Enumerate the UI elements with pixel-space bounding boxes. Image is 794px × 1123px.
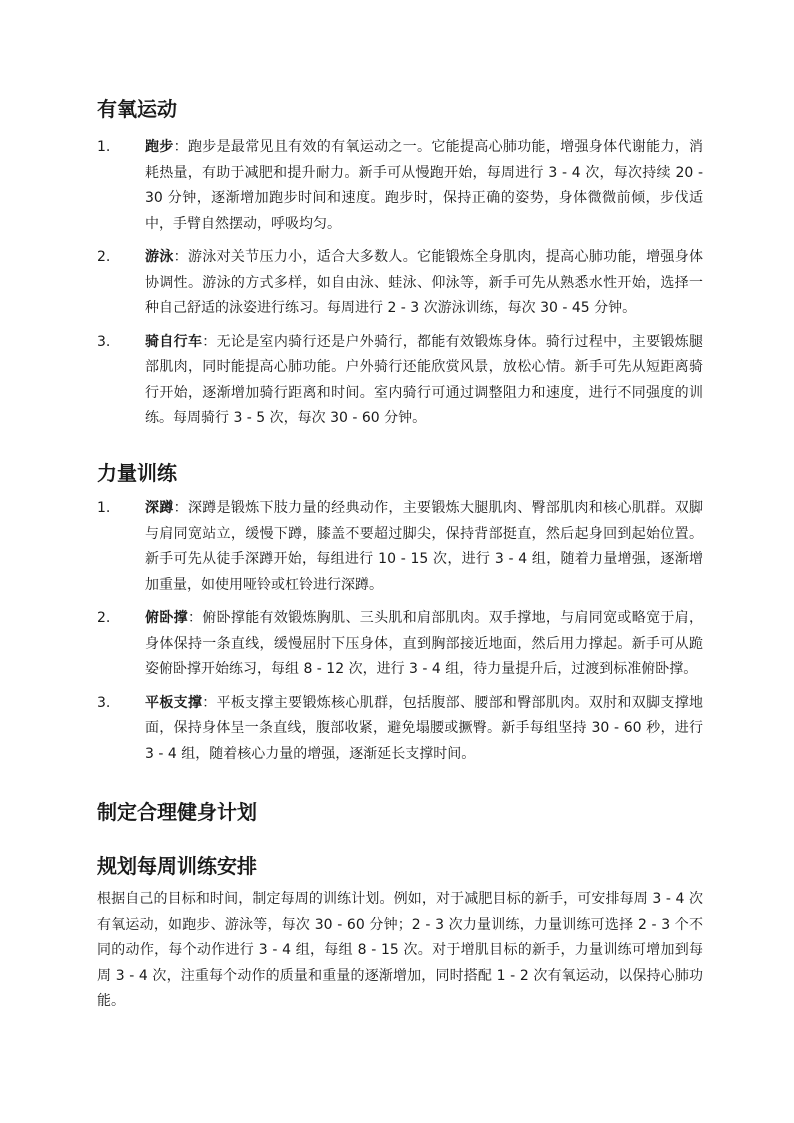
item-body: 深蹲是锻炼下肢力量的经典动作，主要锻炼大腿肌肉、臀部肌肉和核心肌群。双脚与肩同宽站立，缓慢下蹲，膝盖不要超过脚尖，保持背部挺直，然后起身回到起始位置。新手可先从徒手深蹲开始，每组进行 10 - 15 次，进行 3 - 4 组，随着力量增强，逐渐增加重量，如使用哑铃或杠铃进行深蹲。 — [145, 500, 704, 593]
list-item-text — [145, 606, 703, 683]
label-separator: ： — [173, 500, 188, 516]
list-number: 1. — [97, 500, 111, 516]
label-separator: ： — [202, 694, 217, 711]
item-label: 俯卧撑 — [145, 610, 188, 626]
aerobic-list — [0, 135, 794, 432]
strength-list — [0, 496, 794, 767]
section-heading-strength: 力量训练 — [97, 461, 177, 485]
item-label: 骑自行车 — [145, 333, 203, 350]
list-item-text — [145, 245, 703, 322]
list-number: 3. — [97, 694, 111, 711]
list-item-text — [145, 691, 703, 768]
list-item — [0, 606, 794, 683]
label-separator: ： — [173, 139, 188, 155]
item-body: 跑步是最常见且有效的有氧运动之一。它能提高心肺功能，增强身体代谢能力，消耗热量，有助于减肥和提升耐力。新手可从慢跑开始，每周进行 3 - 4 次，每次持续 20 - 30 分钟，逐渐增加跑步时间和速度。跑步时，保持正确的姿势，身体微微前倾，步伐适中，手臂自然摆动，呼吸均匀。 — [145, 139, 704, 232]
list-number: 2. — [97, 249, 111, 265]
item-body: 俯卧撑能有效锻炼胸肌、三头肌和肩部肌肉。双手撑地，与肩同宽或略宽于肩，身体保持一条直线，缓慢屈肘下压身体，直到胸部接近地面，然后用力撑起。新手可从跪姿俯卧撑开始练习，每组 8 - 12 次，进行 3 - 4 组，待力量提升后，过渡到标准俯卧撑。 — [145, 610, 704, 677]
item-body: 游泳对关节压力小，适合大多数人。它能锻炼全身肌肉，提高心肺功能，增强身体协调性。游泳的方式多样，如自由泳、蛙泳、仰泳等，新手可先从熟悉水性开始，选择一种自己舒适的泳姿进行练习。每周进行 2 - 3 次游泳训练，每次 30 - 45 分钟。 — [145, 249, 704, 316]
item-body: 无论是室内骑行还是户外骑行，都能有效锻炼身体。骑行过程中，主要锻炼腿部肌肉，同时能提高心肺功能。户外骑行还能欣赏风景，放松心情。新手可先从短距离骑行开始，逐渐增加骑行距离和时间。室内骑行可通过调整阻力和速度，进行不同强度的训练。每周骑行 3 - 5 次，每次 30 - 60 分钟。 — [145, 333, 704, 426]
label-separator: ： — [187, 610, 203, 626]
section-heading-plan: 制定合理健身计划 — [97, 800, 257, 824]
weekly-paragraph: 根据自己的目标和时间，制定每周的训练计划。例如，对于减肥目标的新手，可安排每周 3 - 4 次有氧运动，如跑步、游泳等，每次 30 - 60 分钟；2 - 3 次力量训练，力量训练可选择 2 - 3 个不同的动作，每个动作进行 3 - 4 组，每组 8 - 15 次。对于增肌目标的新手，力量训练可增加到每周 3 - 4 次，注重每个动作的质量和重量的逐渐增加，同时搭配 1 - 2 次有氧运动，以保持心肺功能。 — [97, 891, 703, 1009]
list-item-text — [145, 135, 703, 237]
list-item — [0, 496, 794, 598]
label-separator: ： — [202, 333, 217, 350]
item-body: 平板支撑主要锻炼核心肌群，包括腹部、腰部和臀部肌肉。双肘和双脚支撑地面，保持身体呈一条直线，腹部收紧，避免塌腰或撅臀。新手每组坚持 30 - 60 秒，进行 3 - 4 组，随着核心力量的增强，逐渐延长支撑时间。 — [145, 694, 704, 762]
item-label: 深蹲 — [145, 500, 174, 516]
item-label: 游泳 — [145, 249, 174, 265]
list-item — [0, 691, 794, 768]
list-item — [0, 245, 794, 322]
list-item — [0, 330, 794, 432]
label-separator: ： — [173, 249, 188, 265]
list-number: 3. — [97, 333, 111, 350]
list-item — [0, 135, 794, 237]
list-number: 2. — [97, 610, 111, 626]
item-label: 跑步 — [145, 139, 174, 155]
item-label: 平板支撑 — [145, 694, 203, 711]
list-item-text — [145, 330, 703, 432]
list-item-text — [145, 496, 703, 598]
section-heading-aerobic: 有氧运动 — [97, 97, 177, 121]
list-number: 1. — [97, 139, 111, 155]
section-heading-weekly: 规划每周训练安排 — [97, 854, 257, 878]
